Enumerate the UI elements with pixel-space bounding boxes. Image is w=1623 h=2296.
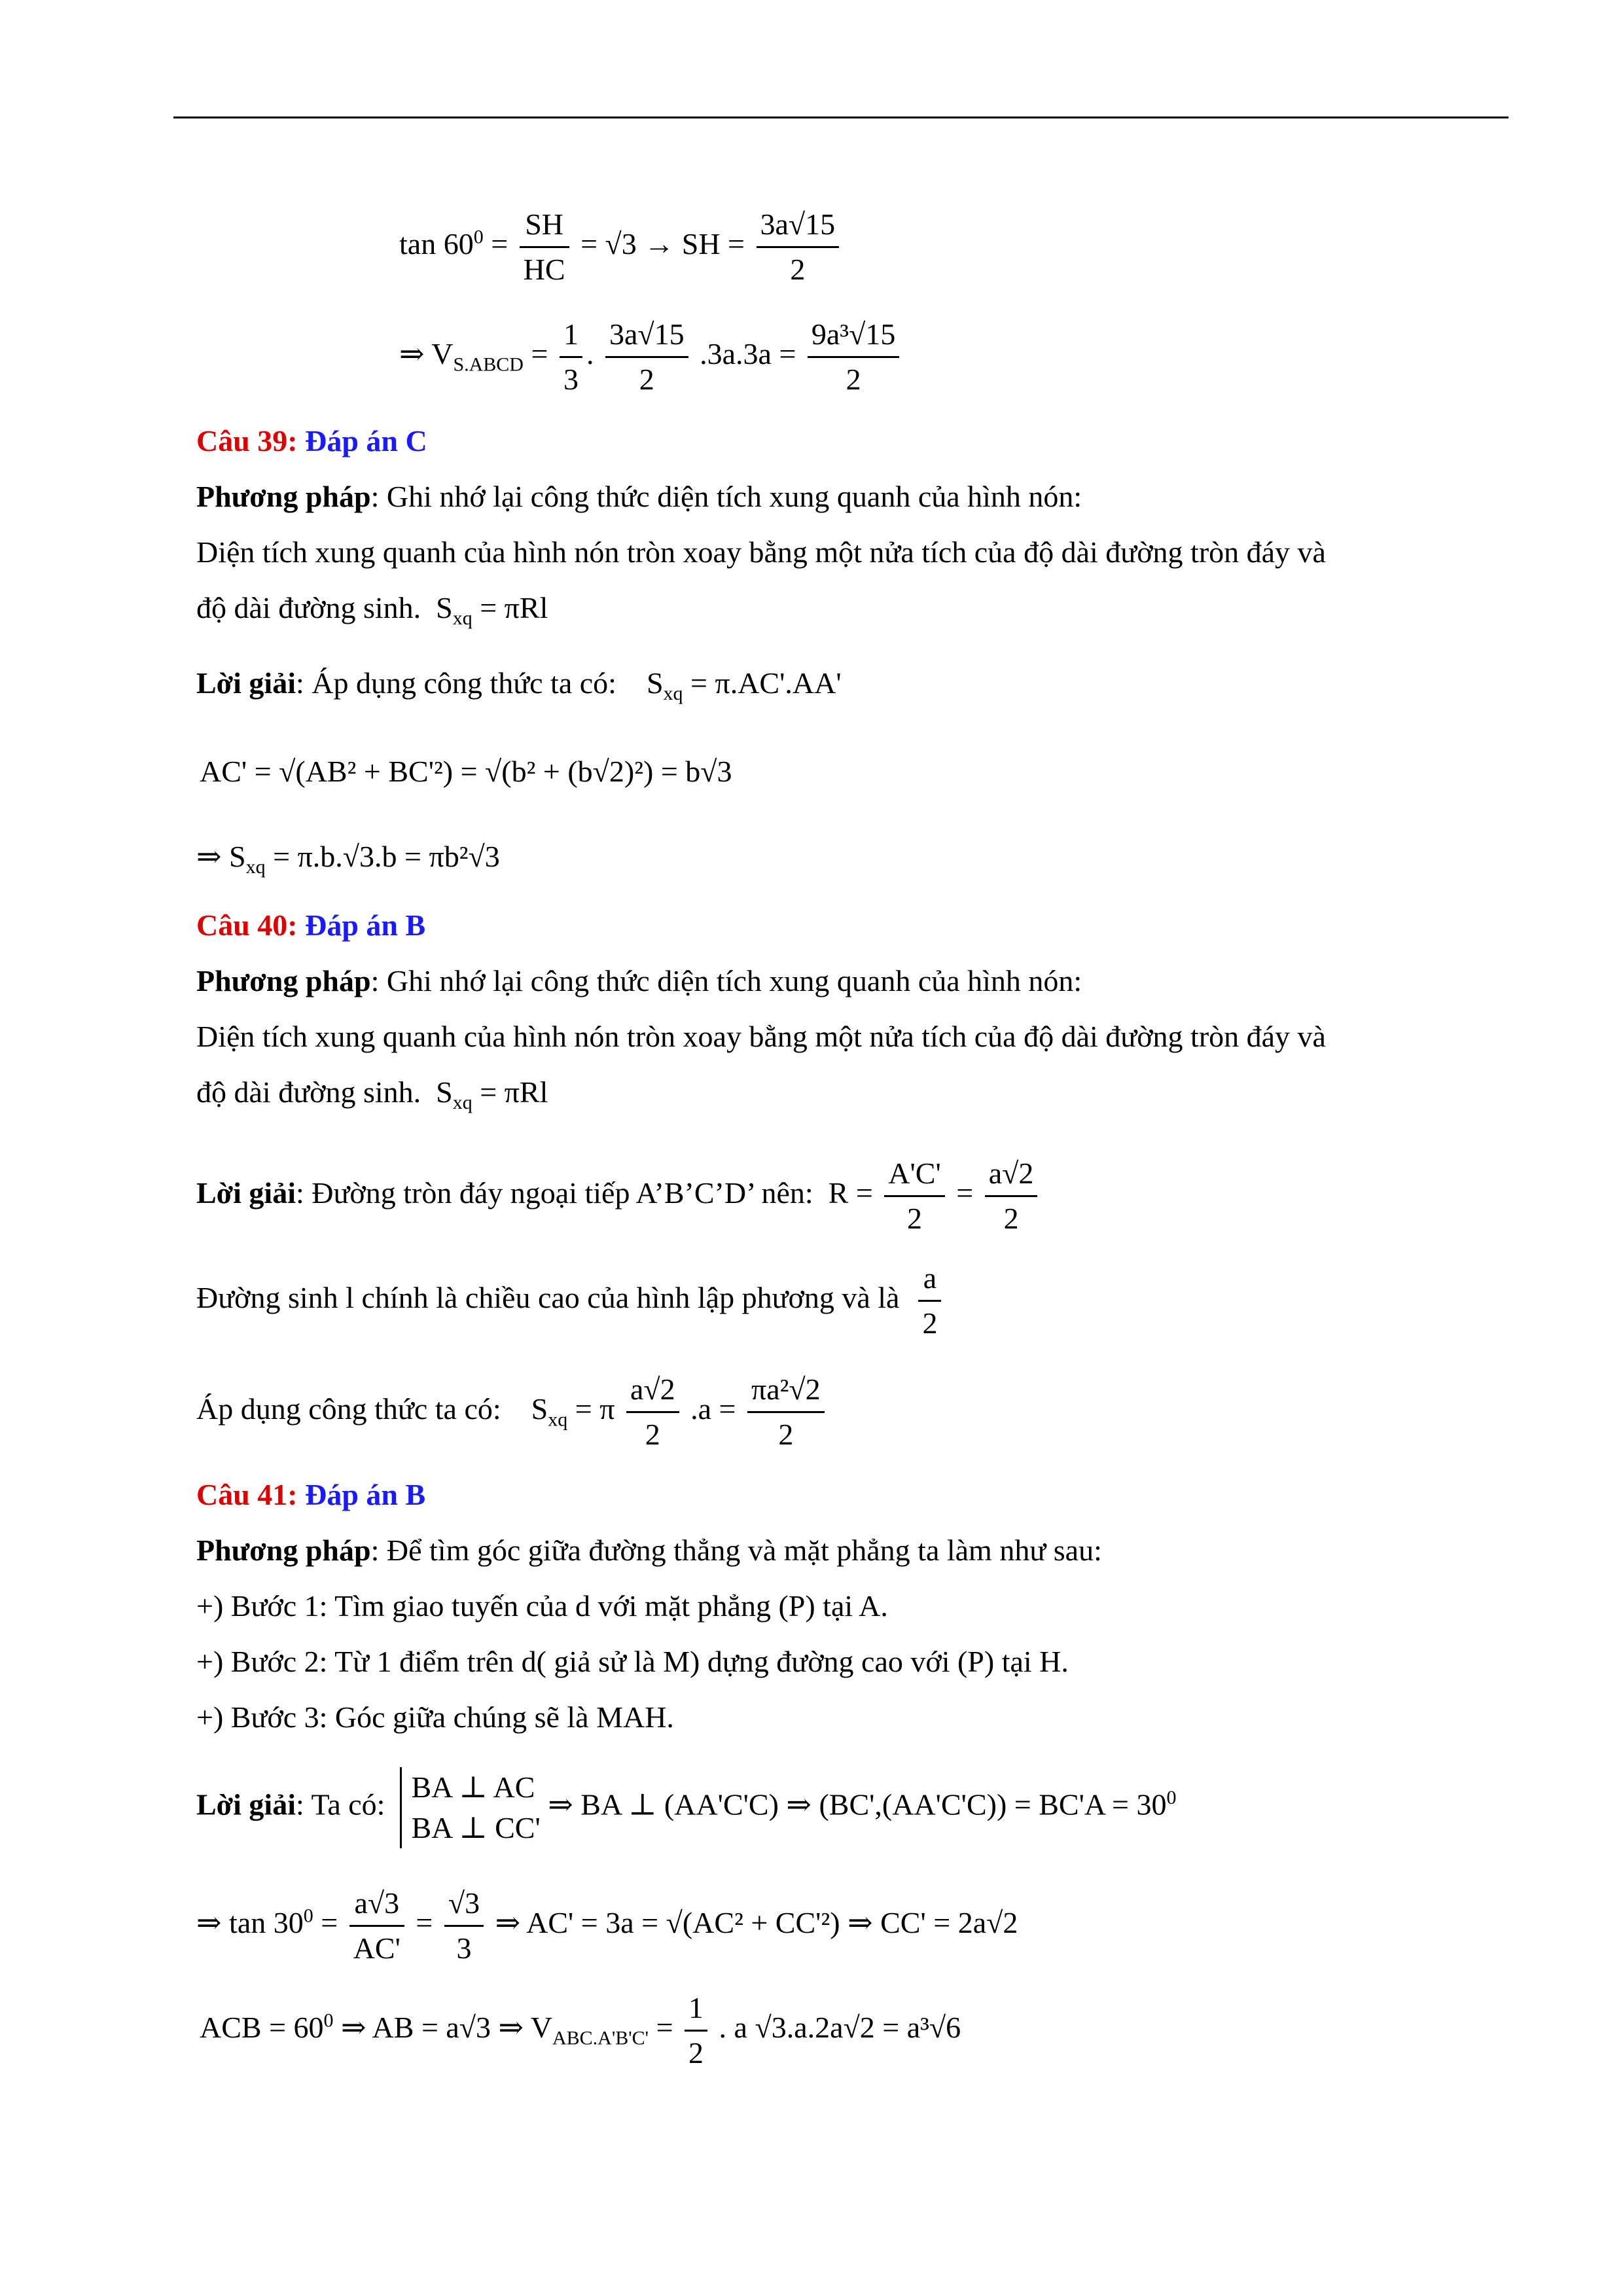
question-40-heading: Câu 40: Đáp án B xyxy=(196,908,426,942)
question-40-line3: độ dài đường sinh. $S_{xq} = \pi Rl$ xyxy=(196,1075,548,1114)
equation-volume-prism: ACB = $60^0$ ⇒ AB = a√3 ⇒ $V_{ABC.A'B'C'}$ = $\frac{1}{2}$ . a √3.a.2a√2 = a³√6 xyxy=(200,1986,961,2075)
equation-ac-prime: AC' = √(AB² + BC'²) = √(b² + (b√2)²) = b√3 xyxy=(200,755,732,788)
header-rule xyxy=(173,117,1508,118)
equation-volume-sabcd: ⇒ $V_{S.ABCD}$ = $\frac{1}{3}$ . $\frac{3a√15}{2}$ .3a.3a = $\frac{\text{9a³√15}}{2}$ xyxy=(399,313,903,401)
question-41-heading: Câu 41: Đáp án B xyxy=(196,1478,426,1511)
equation-tan30: ⇒ $\tan 30^0$ = $\frac{a√3}{AC'}$ = $\frac{√3}{3}$ ⇒ AC' = 3a = √(AC² + CC'²) ⇒ CC' = 2a√2 xyxy=(196,1882,1018,1970)
question-41-step1: +) Bước 1: Tìm giao tuyến của d với mặt phẳng (P) tại A. xyxy=(196,1589,888,1623)
question-40-line2: Diện tích xung quanh của hình nón tròn xoay bằng một nửa tích của độ dài đường tròn đáy và xyxy=(196,1020,1326,1053)
question-39-line2: Diện tích xung quanh của hình nón tròn xoay bằng một nửa tích của độ dài đường tròn đáy và xyxy=(196,535,1326,569)
question-39-heading: Câu 39: Đáp án C xyxy=(196,424,427,457)
question-39-line3: độ dài đường sinh. $S_{xq} = \pi Rl$ xyxy=(196,591,548,630)
question-39-solution: Lời giải: Áp dụng công thức ta có: $S_{xq} = \pi.AC'.AA'$ xyxy=(196,666,842,705)
question-41-step3: +) Bước 3: Góc giữa chúng sẽ là MAH. xyxy=(196,1700,674,1734)
system-brace: BA ⊥ AC BA ⊥ CC' xyxy=(400,1767,540,1848)
question-40-apply: Áp dụng công thức ta có: $S_{xq} = \pi$ $\frac{a√2}{2}$ .a = $\frac{\text{πa²√2}}{2}$ xyxy=(196,1368,829,1456)
question-40-generatrix: Đường sinh l chính là chiều cao của hình lập phương và là $\frac{a}{2}$ xyxy=(196,1257,945,1345)
question-40-method: Phương pháp: Ghi nhớ lại công thức diện tích xung quanh của hình nón: xyxy=(196,964,1082,997)
question-39-method: Phương pháp: Ghi nhớ lại công thức diện tích xung quanh của hình nón: xyxy=(196,480,1082,513)
equation-tan60: $\tan 60^0$ = $\frac{SH}{HC}$ = √3 → SH = $\frac{3a√15}{2}$ xyxy=(399,203,843,291)
question-41-method: Phương pháp: Để tìm góc giữa đường thẳng và mặt phẳng ta làm như sau: xyxy=(196,1534,1102,1567)
question-41-step2: +) Bước 2: Từ 1 điểm trên d( giả sử là M) dựng đường cao với (P) tại H. xyxy=(196,1645,1069,1678)
equation-sxq-39: ⇒ $S_{xq} = \pi.b.√3.b = \pi b^2√3$ xyxy=(196,840,500,878)
question-41-solution: Lời giải: Ta có: BA ⊥ AC BA ⊥ CC' ⇒ BA ⊥ (AA'C'C) ⇒ $(BC',(AA'C'C)) = BC'A = 30^0$ xyxy=(196,1767,1176,1848)
question-40-solution: Lời giải: Đường tròn đáy ngoại tiếp A’B’C’D’ nên: R = $\frac{A'C'}{2}$ = $\frac{a√2}{2}$ xyxy=(196,1152,1041,1240)
